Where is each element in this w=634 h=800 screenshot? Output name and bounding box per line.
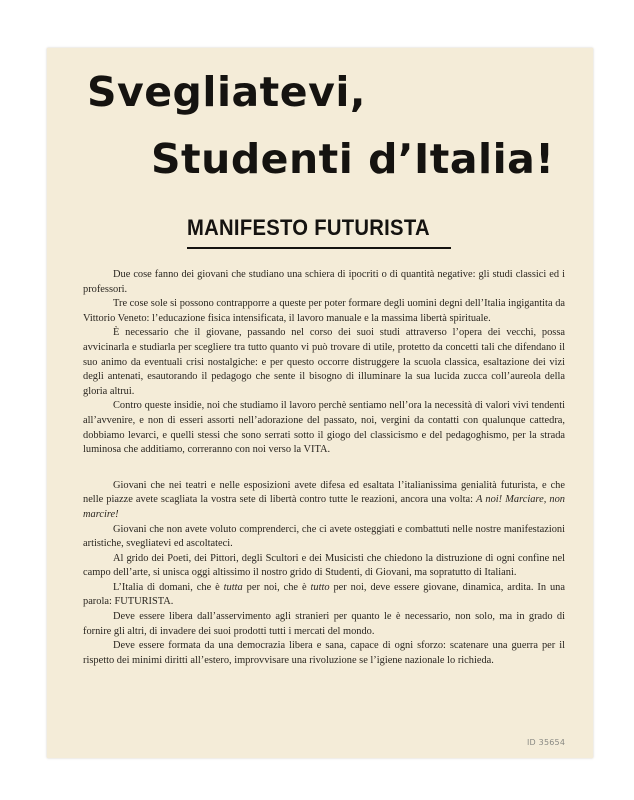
title-line-2: Studenti d’Italia!: [151, 135, 555, 183]
paragraph-9: Deve essere libera dall’asservimento agli stranieri per quanto le è necessario, non solo, ma in grado di fornire gli altri, di invadere dei suoi prodotti tutti i mercati del mondo.: [83, 611, 565, 637]
paragraph-5: [83, 479, 565, 523]
motto: A noi! Marciare, non marcire!: [83, 494, 565, 520]
tutta-word: tutta: [223, 581, 243, 593]
paragraph-2: Tre cose sole si possono contrapporre a queste per poter formare degli uomini degni dell’Italia ingigantita da Vittorio Veneto: l’educazione fisica intensificata, il lavoro manuale e la massima libertà spirituale.: [83, 298, 565, 324]
manifesto-body: [83, 268, 565, 668]
paragraph-10: Deve essere formata da una democrazia libera e sana, capace di ogni sforzo: scatenare una guerra per il rispetto dei minimi diritti all’estero, improvvisare una rivoluzione se l’igiene nazionale lo richieda.: [83, 640, 565, 666]
paragraph-7: Al grido dei Poeti, dei Pittori, degli Scultori e dei Musicisti che chiedono la distruzione di ogni confine nel campo dell’arte, si unisca oggi altissimo il nostro grido di Studenti, di Giovani, ma sopratutto di Italiani.: [83, 552, 565, 579]
tutto-word: tutto: [310, 581, 330, 593]
paragraph-6: Giovani che non avete voluto comprenderci, che ci avete osteggiati e combattuti nelle nostre manifestazioni artistiche, svegliatevi ed ascoltateci.: [83, 523, 565, 550]
paragraph-5-text: Giovani che nei teatri e nelle esposizioni avete difesa ed esaltata l’italianissima genialità futurista, e che nelle piazze avete scagliata la vostra sete di libertà contro tutte le reazioni, ancora una volta:: [83, 479, 565, 506]
subtitle: MANIFESTO FUTURISTA: [187, 215, 430, 240]
paragraph-8: [83, 581, 565, 610]
manifesto-sheet: [47, 48, 593, 758]
paragraph-3: È necessario che il giovane, passando nel corso dei suoi studi attraverso l’opera dei vecchi, possa avvicinarla e studiarla per scegliere tra tutto quanto vi può trovare di utile, protetto da concetti tali che difendano il suo animo da eventuali crisi nostalgiche: e per questo occorre distruggere la scuola classica, esaltazione dei vizi degli antenati, esautorando il pedagogo che sente il bisogno di illuminare la sua lucida zucca coll’aureola della gloria altrui.: [83, 327, 565, 397]
title-line-1: Svegliatevi,: [87, 68, 366, 116]
paragraph-4: Contro queste insidie, noi che studiamo il lavoro perchè sentiamo nell’ora la necessità di valori vivi tendenti all’avvenire, e non di esseri assorti nell’adorazione del passato, noi, vergini da contatti con qualunque cattedra, dobbiamo levarci, e quelli stessi che sono serrati sotto il giogo del classicismo e del pedagoghismo, per la strada luminosa che additiamo, correranno con noi verso la VITA.: [83, 400, 565, 456]
paragraph-1: Due cose fanno dei giovani che studiano una schiera di ipocriti o di quantità negative: gli studi classici ed i professori.: [83, 269, 565, 295]
subtitle-underline: [187, 247, 451, 249]
paragraph-8-mid: per noi, che è: [246, 581, 307, 593]
paragraph-8-end: per noi, deve essere giovane, dinamica, ardita. In una parola: FUTURISTA.: [83, 581, 565, 608]
paragraph-8-text: L’Italia di domani, che è: [113, 581, 220, 593]
inventory-number: ID 35654: [527, 738, 566, 747]
